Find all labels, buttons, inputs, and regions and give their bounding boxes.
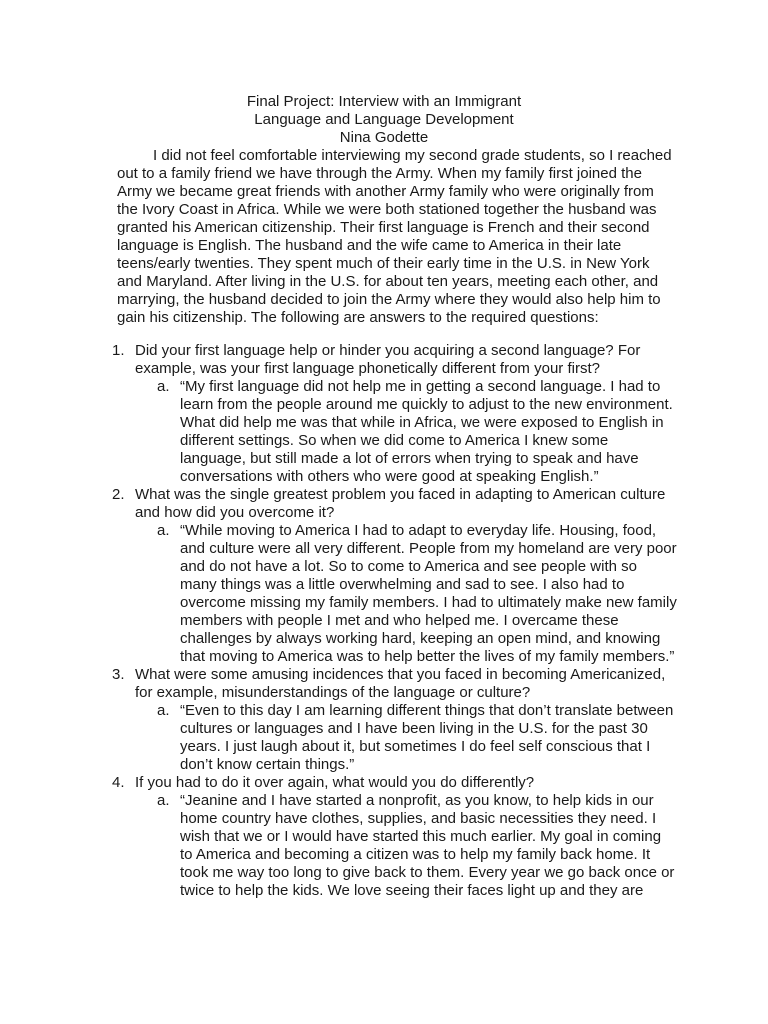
answer-label: a. [157,378,170,395]
question-text: What were some amusing incidences that you faced in becoming Americanized, for example, misunderstandings of the language or culture? [135,666,666,701]
answer-label: a. [157,522,170,539]
document-title: Final Project: Interview with an Immigrant [246,93,522,110]
answer-item [135,702,677,774]
question-item-4 [112,774,677,900]
question-text: What was the single greatest problem you faced in adapting to American culture and how did you overcome it? [135,486,666,521]
answer-text: “Even to this day I am learning different things that don’t translate between cultures or languages and I have been living in the U.S. for the past 30 years. I just laugh about it, but sometimes I do feel self conscious that I don’t know certain things.” [180,702,674,773]
question-item-3 [112,666,677,774]
document-header [0,93,768,147]
intro-paragraph: I did not feel comfortable interviewing my second grade students, so I reached out to a family friend we have through the Army. When my family first joined the Army we became great friends with another Army family who were originally from the Ivory Coast in Africa. While we were both stationed together the husband was granted his American citizenship. Their first language is French and their second language is English. The husband and the wife came to America in their late teens/early twenties. They spent much of their early time in the U.S. in New York and Maryland. After living in the U.S. for about ten years, meeting each other, and marrying, the husband decided to join the Army where they would also help him to gain his citizenship. The following are answers to the required questions: [117,147,672,326]
question-number: 1. [112,342,125,359]
answer-item [135,378,677,486]
question-number: 4. [112,774,125,791]
question-item-1 [112,342,677,486]
question-text: Did your first language help or hinder you acquiring a second language? For example, was your first language phonetically different from your first? [135,342,641,377]
question-text: If you had to do it over again, what would you do differently? [135,774,535,791]
answer-item [135,522,677,666]
answer-text: “Jeanine and I have started a nonprofit, as you know, to help kids in our home country have clothes, supplies, and basic necessities they need. I wish that we or I would have started this much earlier. My goal in coming to America and becoming a citizen was to help my family back home. It took me way too long to give back to them. Every year we go back once or twice to help the kids. We love seeing their faces light up and they are [180,792,675,899]
answer-label: a. [157,792,170,809]
question-item-2 [112,486,677,666]
question-list [112,342,677,900]
answer-text: “My first language did not help me in getting a second language. I had to learn from the people around me quickly to adjust to the new environment. What did help me was that while in Africa, we were exposed to English in different settings. So when we did come to America I knew some language, but still made a lot of errors when trying to speak and have conversations with others who were good at speaking English.” [180,378,673,485]
document-author: Nina Godette [339,129,429,146]
answer-item [135,792,677,900]
question-number: 3. [112,666,125,683]
answer-text: “While moving to America I had to adapt to everyday life. Housing, food, and culture were all very different. People from my homeland are very poor and do not have a lot. So to come to America and see people with so many things was a little overwhelming and sad to see. I also had to overcome missing my family members. I had to ultimately make new family members with people I met and who helped me. I overcame these challenges by always working hard, keeping an open mind, and knowing that moving to America was to help better the lives of my family members.” [180,522,677,665]
question-number: 2. [112,486,125,503]
document-subtitle: Language and Language Development [254,111,514,128]
answer-label: a. [157,702,170,719]
